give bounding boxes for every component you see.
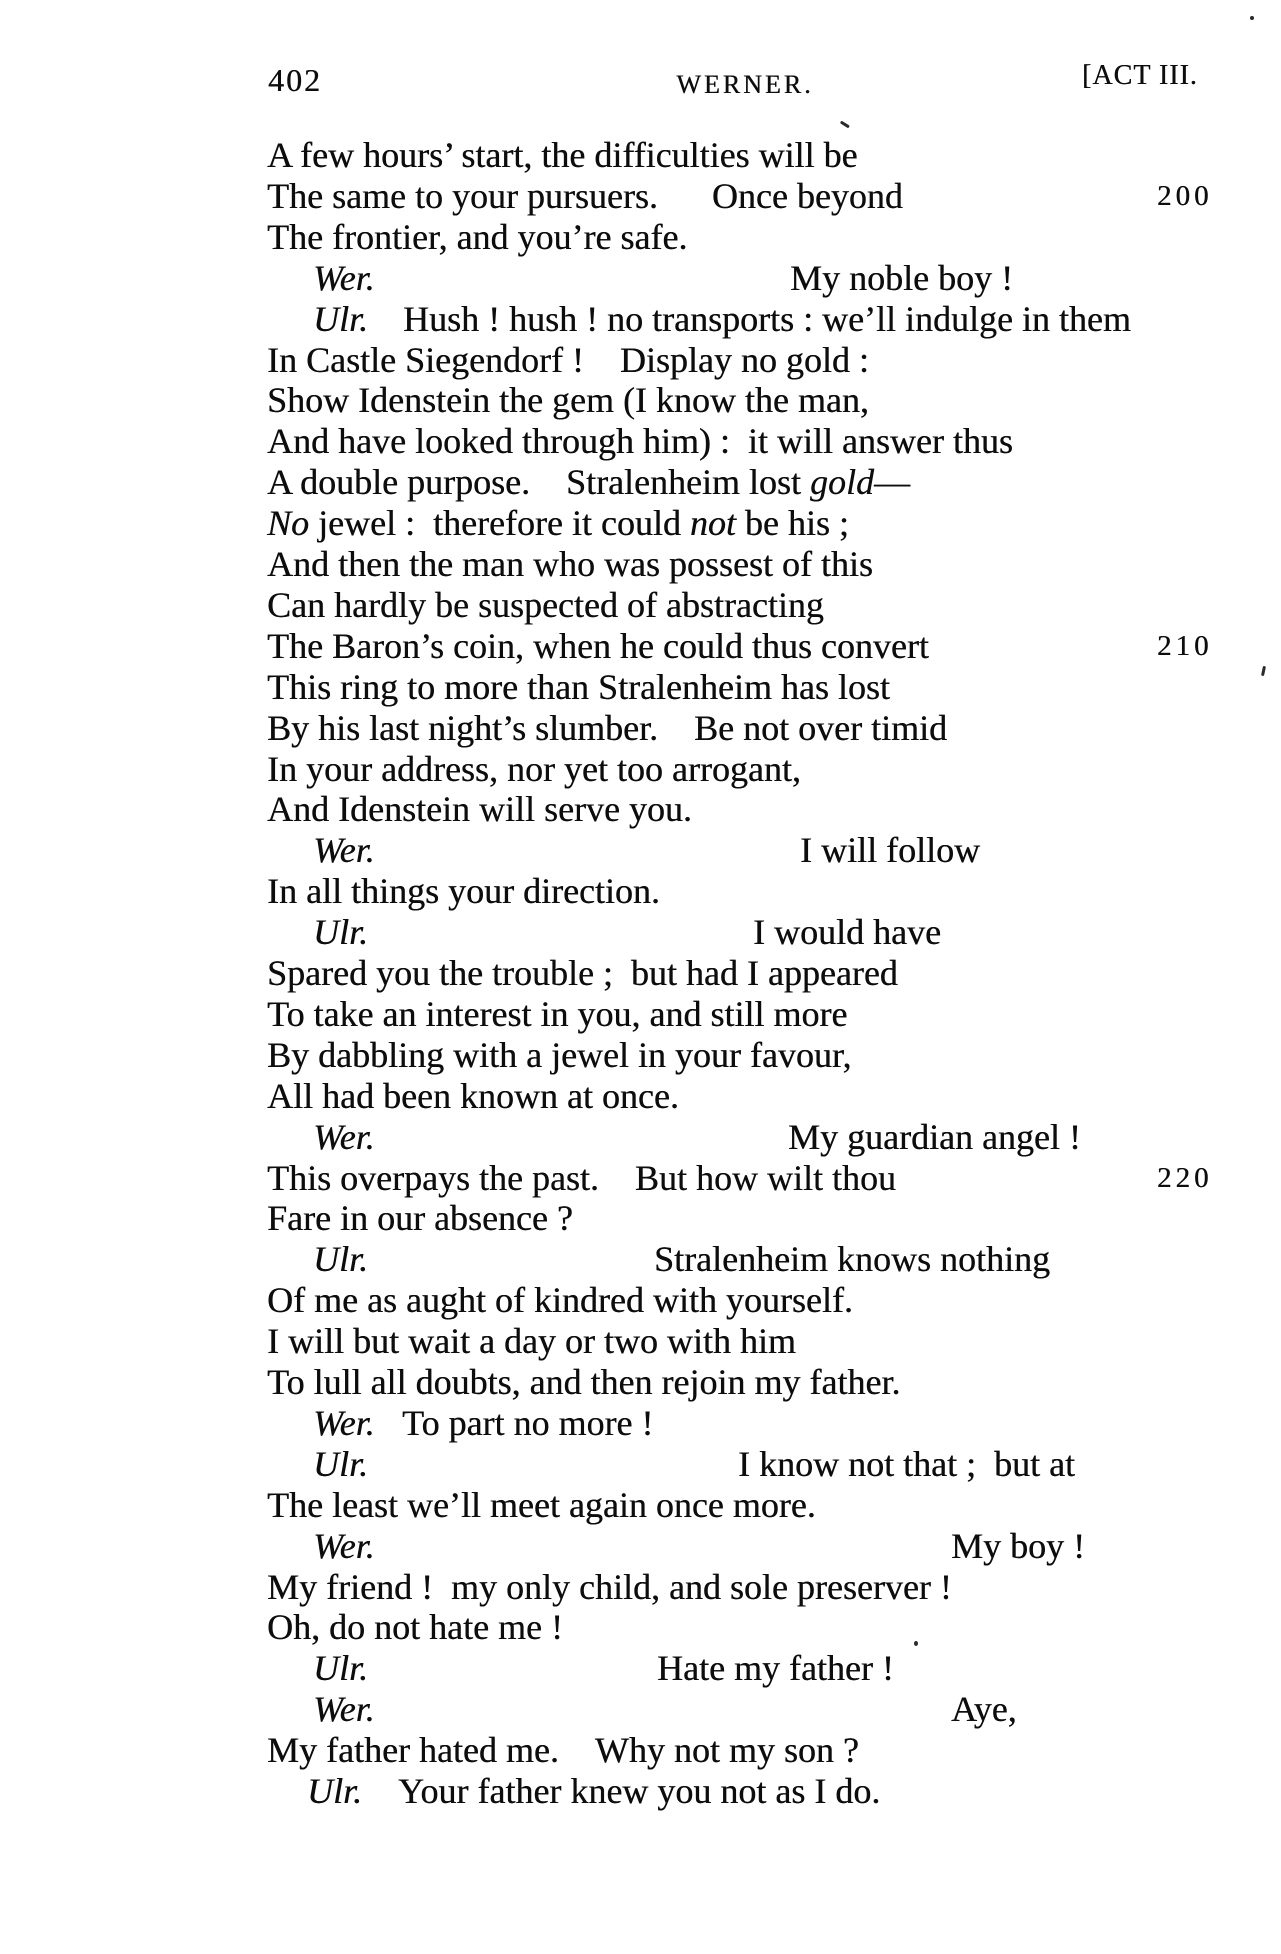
verse-text: Oh, do not hate me ! — [267, 1607, 563, 1648]
verse-line — [267, 1035, 1281, 1076]
verse-line — [267, 1280, 1281, 1321]
act-label: [ACT III. — [1082, 60, 1198, 91]
verse-text: My father hated me. Why not my son ? — [267, 1730, 859, 1771]
verse-line — [267, 544, 1281, 585]
verse-line — [267, 1117, 1281, 1158]
speaker-abbrev: Wer. — [313, 1116, 375, 1157]
verse-line — [267, 421, 1281, 462]
verse-text: In all things your direction. — [267, 871, 660, 912]
speaker-abbrev: Ulr. — [313, 298, 369, 339]
verse-line — [267, 1362, 1281, 1403]
play-text-block — [267, 135, 1281, 1895]
verse-text: My boy ! — [951, 1525, 1085, 1566]
verse-line — [267, 749, 1281, 790]
verse-text: be his ; — [735, 503, 849, 544]
speaker-abbrev: Wer. — [313, 1689, 375, 1730]
verse-line — [267, 1158, 1281, 1199]
verse-line — [267, 380, 1281, 421]
verse-text: Hate my father ! — [657, 1648, 894, 1689]
verse-text: Spared you the trouble ; but had I appeared — [267, 953, 898, 993]
verse-line — [267, 1648, 1281, 1689]
running-title: WERNER. — [676, 70, 814, 99]
verse-line — [267, 340, 1281, 381]
verse-text: Aye, — [951, 1689, 1017, 1730]
verse-line — [267, 708, 1281, 749]
verse-line — [267, 1198, 1281, 1239]
verse-line — [267, 1076, 1281, 1117]
verse-text: I know not that ; but at — [738, 1443, 1075, 1484]
verse-line-number: 210 — [1157, 629, 1213, 662]
verse-text: The frontier, and you’re safe. — [267, 216, 688, 257]
verse-text: In Castle Siegendorf ! Display no gold : — [267, 339, 869, 380]
verse-text: A few hours’ start, the difficulties will be — [267, 135, 858, 175]
verse-text: Stralenheim knows nothing — [654, 1239, 1050, 1280]
speaker-abbrev: Wer. — [313, 1402, 375, 1443]
scan-artifact-dot-father — [914, 1641, 918, 1646]
verse-line — [267, 585, 1281, 626]
verse-text: Of me as aught of kindred with yourself. — [267, 1280, 853, 1321]
verse-line — [267, 830, 1281, 871]
page-number: 402 — [268, 62, 322, 98]
verse-line — [267, 1689, 1281, 1730]
verse-text: And Idenstein will serve you. — [267, 789, 692, 830]
speaker-abbrev: Ulr. — [313, 1443, 369, 1484]
verse-line — [267, 1321, 1281, 1362]
verse-line — [267, 912, 1281, 953]
verse-line — [267, 1730, 1281, 1771]
speaker-abbrev: Wer. — [313, 1525, 375, 1566]
verse-text: The Baron’s coin, when he could thus convert — [267, 625, 929, 666]
verse-text: To part no more ! — [402, 1402, 654, 1443]
verse-text: And then the man who was possest of this — [267, 544, 873, 584]
verse-line — [267, 1444, 1281, 1485]
verse-text: No — [267, 503, 310, 544]
verse-text: Fare in our absence ? — [267, 1198, 573, 1239]
verse-text: All had been known at once. — [267, 1075, 679, 1116]
verse-line — [267, 871, 1281, 912]
verse-line — [267, 258, 1281, 299]
verse-line — [267, 953, 1281, 994]
verse-line — [267, 1403, 1281, 1444]
verse-line — [267, 176, 1281, 217]
verse-text: I will follow — [800, 830, 980, 871]
verse-line — [267, 626, 1281, 667]
verse-text: — — [873, 462, 910, 503]
verse-text: not — [689, 503, 736, 544]
verse-line — [267, 994, 1281, 1035]
verse-line — [267, 1771, 1281, 1812]
verse-text: My noble boy ! — [790, 257, 1013, 298]
verse-text: Hush ! hush ! no transports : we’ll indulge in them — [403, 298, 1131, 339]
verse-text: By dabbling with a jewel in your favour, — [267, 1034, 852, 1075]
verse-text: My guardian angel ! — [788, 1116, 1081, 1157]
verse-text: This ring to more than Stralenheim has lost — [267, 666, 890, 707]
verse-text: I would have — [753, 912, 941, 953]
verse-text: gold — [809, 462, 874, 503]
scan-artifact-tick — [840, 121, 850, 128]
verse-line-number: 220 — [1157, 1161, 1213, 1194]
verse-line — [267, 503, 1281, 544]
verse-line — [267, 1526, 1281, 1567]
verse-text: To take an interest in you, and still more — [267, 993, 848, 1034]
verse-line-number: 200 — [1157, 179, 1213, 212]
verse-line — [267, 462, 1281, 503]
speaker-abbrev: Wer. — [313, 830, 375, 871]
verse-text: In your address, nor yet too arrogant, — [267, 748, 801, 789]
speaker-abbrev: Ulr. — [313, 912, 369, 953]
verse-text: The least we’ll meet again once more. — [267, 1484, 816, 1525]
verse-text: By his last night’s slumber. Be not over timid — [267, 707, 947, 748]
speaker-abbrev: Ulr. — [307, 1771, 363, 1811]
verse-line — [267, 1567, 1281, 1608]
verse-line — [267, 667, 1281, 708]
verse-text: Can hardly be suspected of abstracting — [267, 584, 824, 625]
verse-text: The same to your pursuers. Once beyond — [267, 175, 903, 216]
speaker-abbrev: Ulr. — [313, 1648, 369, 1689]
verse-line — [267, 135, 1281, 176]
verse-line — [267, 1239, 1281, 1280]
verse-text: I will but wait a day or two with him — [267, 1321, 796, 1362]
verse-text: This overpays the past. But how wilt thou — [267, 1157, 896, 1198]
verse-text: My friend ! my only child, and sole preserver ! — [267, 1566, 952, 1607]
verse-line — [267, 1485, 1281, 1526]
verse-text: Show Idenstein the gem (I know the man, — [267, 380, 869, 421]
verse-text: jewel : therefore it could — [309, 503, 690, 544]
verse-text: Your father knew you not as I do. — [398, 1771, 881, 1811]
verse-text: To lull all doubts, and then rejoin my father. — [267, 1362, 901, 1402]
verse-line — [267, 1607, 1281, 1648]
verse-line — [267, 299, 1281, 340]
verse-line — [267, 217, 1281, 258]
verse-text: A double purpose. Stralenheim lost — [267, 462, 810, 503]
verse-text: And have looked through him) : it will answer thus — [267, 421, 1013, 462]
verse-line — [267, 789, 1281, 830]
speaker-abbrev: Wer. — [313, 257, 375, 298]
scan-artifact-dot-top-right — [1250, 16, 1254, 20]
speaker-abbrev: Ulr. — [313, 1239, 369, 1280]
